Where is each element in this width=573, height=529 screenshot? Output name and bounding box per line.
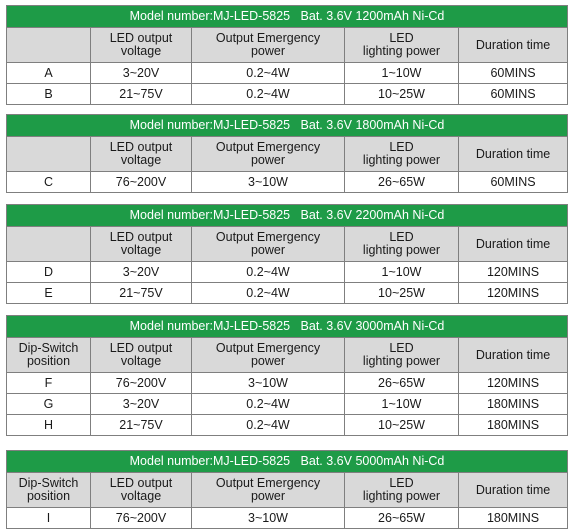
header-led-output-voltage: LED output voltage — [91, 227, 192, 262]
cell-duration: 60MINS — [459, 63, 568, 84]
cell-lighting-power: 1~10W — [345, 262, 459, 283]
cell-lighting-power: 26~65W — [345, 508, 459, 529]
cell-duration: 120MINS — [459, 262, 568, 283]
table-title: Model number:MJ-LED-5825 Bat. 3.6V 5000mAh Ni-Cd — [7, 451, 568, 473]
header-led-lighting-power: LED lighting power — [345, 473, 459, 508]
cell-voltage: 21~75V — [91, 283, 192, 304]
cell-lighting-power: 10~25W — [345, 415, 459, 436]
cell-position: G — [7, 394, 91, 415]
cell-emergency-power: 3~10W — [192, 508, 345, 529]
table-row — [7, 84, 568, 105]
header-dip-switch-position — [7, 28, 91, 63]
table-row — [7, 172, 568, 193]
table-title: Model number:MJ-LED-5825 Bat. 3.6V 1200mAh Ni-Cd — [7, 6, 568, 28]
cell-voltage: 76~200V — [91, 172, 192, 193]
table-title: Model number:MJ-LED-5825 Bat. 3.6V 1800mAh Ni-Cd — [7, 115, 568, 137]
header-duration-time: Duration time — [459, 473, 568, 508]
header-led-lighting-power: LED lighting power — [345, 227, 459, 262]
cell-lighting-power: 26~65W — [345, 172, 459, 193]
cell-emergency-power: 0.2~4W — [192, 394, 345, 415]
spec-table-5000mah — [6, 450, 568, 529]
header-led-lighting-power: LED lighting power — [345, 338, 459, 373]
cell-duration: 180MINS — [459, 394, 568, 415]
header-duration-time: Duration time — [459, 227, 568, 262]
header-led-output-voltage: LED output voltage — [91, 28, 192, 63]
header-led-output-voltage: LED output voltage — [91, 473, 192, 508]
cell-position: C — [7, 172, 91, 193]
header-output-emergency-power: Output Emergency power — [192, 473, 345, 508]
table-row — [7, 508, 568, 529]
cell-position: H — [7, 415, 91, 436]
header-dip-switch-position: Dip-Switch position — [7, 473, 91, 508]
cell-duration: 180MINS — [459, 508, 568, 529]
cell-position: E — [7, 283, 91, 304]
cell-position: I — [7, 508, 91, 529]
table-row — [7, 373, 568, 394]
cell-emergency-power: 0.2~4W — [192, 415, 345, 436]
cell-duration: 180MINS — [459, 415, 568, 436]
cell-duration: 60MINS — [459, 84, 568, 105]
cell-position: F — [7, 373, 91, 394]
spec-table-1200mah — [6, 5, 568, 105]
cell-lighting-power: 26~65W — [345, 373, 459, 394]
table-row — [7, 415, 568, 436]
cell-lighting-power: 10~25W — [345, 84, 459, 105]
cell-emergency-power: 0.2~4W — [192, 63, 345, 84]
cell-voltage: 21~75V — [91, 415, 192, 436]
cell-position: A — [7, 63, 91, 84]
cell-duration: 120MINS — [459, 373, 568, 394]
table-title: Model number:MJ-LED-5825 Bat. 3.6V 3000mAh Ni-Cd — [7, 316, 568, 338]
header-output-emergency-power: Output Emergency power — [192, 137, 345, 172]
header-dip-switch-position: Dip-Switch position — [7, 338, 91, 373]
cell-voltage: 3~20V — [91, 63, 192, 84]
cell-voltage: 3~20V — [91, 394, 192, 415]
cell-duration: 120MINS — [459, 283, 568, 304]
spec-table-2200mah — [6, 204, 568, 304]
cell-emergency-power: 0.2~4W — [192, 283, 345, 304]
header-duration-time: Duration time — [459, 28, 568, 63]
cell-position: B — [7, 84, 91, 105]
cell-lighting-power: 10~25W — [345, 283, 459, 304]
cell-emergency-power: 3~10W — [192, 172, 345, 193]
header-led-output-voltage: LED output voltage — [91, 338, 192, 373]
header-duration-time: Duration time — [459, 137, 568, 172]
header-output-emergency-power: Output Emergency power — [192, 227, 345, 262]
table-row — [7, 63, 568, 84]
cell-emergency-power: 0.2~4W — [192, 84, 345, 105]
cell-lighting-power: 1~10W — [345, 63, 459, 84]
header-dip-switch-position — [7, 227, 91, 262]
table-row — [7, 262, 568, 283]
spec-table-3000mah — [6, 315, 568, 436]
cell-voltage: 3~20V — [91, 262, 192, 283]
cell-voltage: 76~200V — [91, 508, 192, 529]
header-dip-switch-position — [7, 137, 91, 172]
header-output-emergency-power: Output Emergency power — [192, 28, 345, 63]
spec-table-1800mah — [6, 114, 568, 193]
header-duration-time: Duration time — [459, 338, 568, 373]
table-row — [7, 394, 568, 415]
header-output-emergency-power: Output Emergency power — [192, 338, 345, 373]
cell-voltage: 21~75V — [91, 84, 192, 105]
header-led-output-voltage: LED output voltage — [91, 137, 192, 172]
cell-emergency-power: 3~10W — [192, 373, 345, 394]
cell-lighting-power: 1~10W — [345, 394, 459, 415]
cell-duration: 60MINS — [459, 172, 568, 193]
header-led-lighting-power: LED lighting power — [345, 28, 459, 63]
table-row — [7, 283, 568, 304]
header-led-lighting-power: LED lighting power — [345, 137, 459, 172]
cell-voltage: 76~200V — [91, 373, 192, 394]
cell-position: D — [7, 262, 91, 283]
cell-emergency-power: 0.2~4W — [192, 262, 345, 283]
table-title: Model number:MJ-LED-5825 Bat. 3.6V 2200mAh Ni-Cd — [7, 205, 568, 227]
